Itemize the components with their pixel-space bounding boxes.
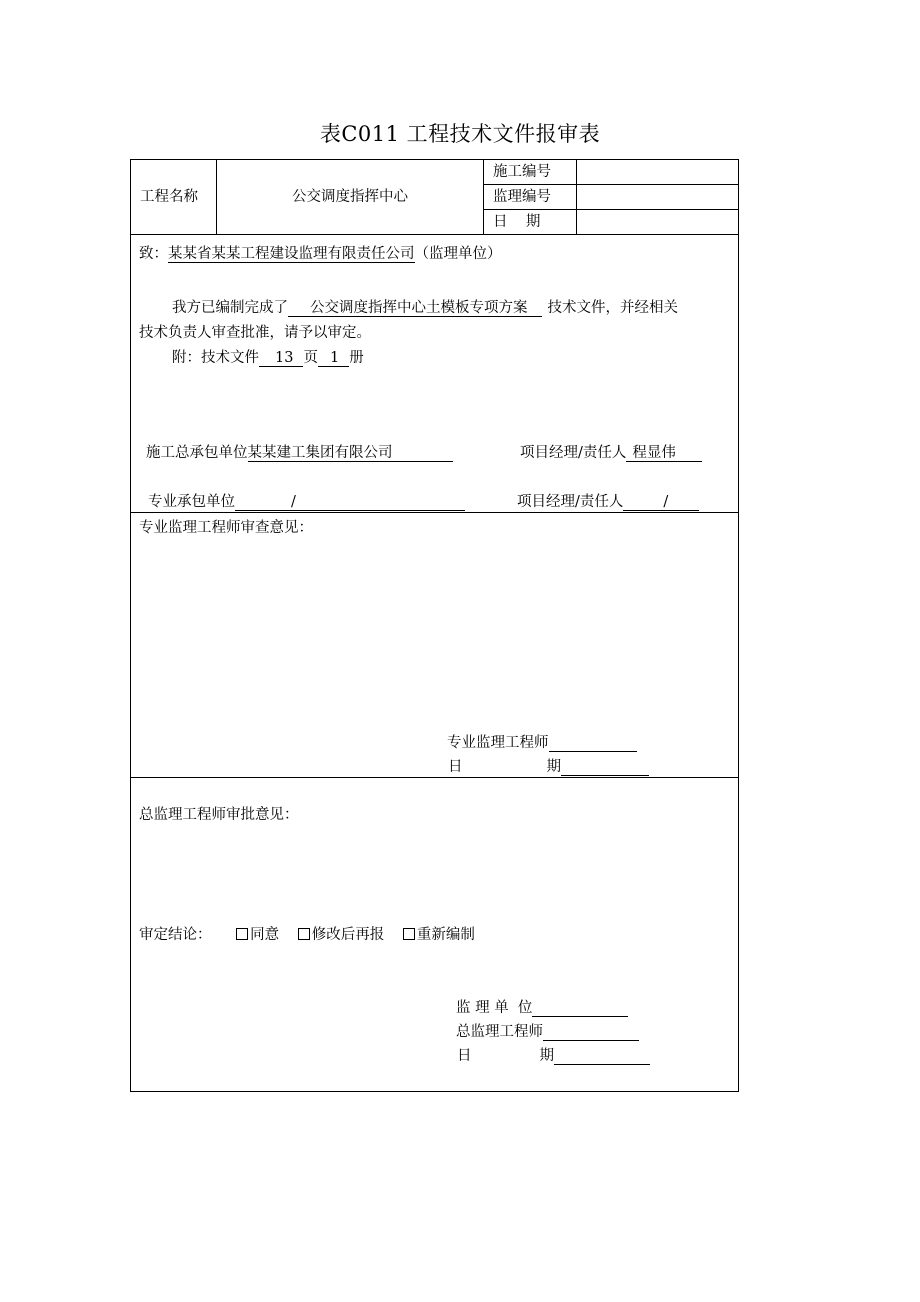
general-contractor-line: [146, 444, 453, 462]
attachment-line: [172, 349, 364, 367]
engineer-date-field[interactable]: [561, 759, 649, 776]
statement-suffix: 技术文件，并经相关: [547, 300, 678, 316]
option-agree[interactable]: [236, 927, 279, 943]
divider-v2: [483, 159, 484, 234]
conclusion-line: [139, 926, 475, 944]
specialty-contractor-label: 专业承包单位: [148, 494, 235, 510]
engineer-date-label-b: 期: [546, 759, 561, 775]
attachment-prefix: 附：技术文件: [172, 350, 259, 366]
option-agree-label: 同意: [250, 927, 280, 943]
chief-signer-label: 总监理工程师: [456, 1024, 543, 1040]
divider-section-2: [130, 777, 739, 778]
engineer-date-line: [448, 758, 649, 776]
pm-label-2: 项目经理/责任人: [517, 494, 624, 510]
statement-line-2: 技术负责人审查批准，请予以审定。: [139, 325, 371, 341]
option-recompile[interactable]: [403, 927, 475, 943]
attachment-pages-unit: 页: [303, 350, 318, 366]
project-name-label: 工程名称: [140, 189, 198, 205]
date-label: 日 期: [493, 214, 541, 230]
pm-name-1: 程显伟: [626, 445, 702, 462]
chief-signer-line: [456, 1023, 639, 1041]
border-left: [130, 159, 131, 1092]
pm-label-1: 项目经理/责任人: [520, 445, 627, 461]
pm-line-1: [520, 444, 702, 462]
chief-review-label: 总监理工程师审批意见：: [139, 807, 299, 823]
divider-v3: [576, 159, 577, 234]
chief-date-label-b: 期: [539, 1048, 554, 1064]
date-value: [578, 213, 736, 231]
checkbox-icon: [236, 928, 248, 940]
review-form: [130, 159, 739, 1092]
addressee-line: [139, 245, 502, 263]
divider-header-bottom: [130, 234, 739, 235]
border-right: [738, 159, 739, 1092]
engineer-signer-label: 专业监理工程师: [447, 735, 549, 751]
conclusion-label: 审定结论：: [139, 927, 212, 943]
statement-line-1: [172, 299, 678, 317]
supervision-unit-line: [456, 999, 628, 1017]
attachment-volumes-unit: 册: [349, 350, 364, 366]
general-contractor-value: 某某建工集团有限公司: [248, 445, 453, 462]
pm-line-2: [517, 493, 699, 511]
chief-signature-field[interactable]: [543, 1024, 639, 1041]
addressee-suffix: （监理单位）: [414, 246, 502, 262]
construction-no-label: 施工编号: [493, 164, 551, 180]
supervision-no-value: [578, 188, 736, 206]
statement-prefix: 我方已编制完成了: [172, 300, 288, 316]
border-bottom: [130, 1091, 739, 1092]
pm-name-2: /: [623, 494, 699, 511]
addressee-company: 某某省某某工程建设监理有限责任公司: [168, 246, 415, 262]
chief-date-line: [457, 1047, 650, 1065]
specialty-contractor-line: [148, 493, 465, 511]
engineer-signer-line: [447, 734, 637, 752]
specialty-contractor-value: /: [235, 494, 465, 511]
option-revise[interactable]: [298, 927, 385, 943]
document-name: 公交调度指挥中心土模板专项方案: [288, 300, 542, 317]
divider-h-header1: [483, 184, 739, 185]
addressee-prefix: 致：: [139, 246, 168, 262]
attachment-pages: 13: [259, 350, 303, 367]
option-recompile-label: 重新编制: [416, 927, 475, 943]
supervision-unit-field[interactable]: [532, 1000, 628, 1017]
supervision-unit-label: 监 理 单 位: [456, 1000, 533, 1016]
engineer-signature-field[interactable]: [549, 735, 637, 752]
checkbox-icon: [403, 928, 415, 940]
engineer-date-label-a: 日: [448, 759, 463, 775]
chief-date-label-a: 日: [457, 1048, 472, 1064]
chief-date-field[interactable]: [554, 1048, 650, 1065]
divider-h-header2: [483, 209, 739, 210]
construction-no-value: [578, 163, 736, 181]
general-contractor-label: 施工总承包单位: [146, 445, 248, 461]
border-top: [130, 159, 739, 160]
option-revise-label: 修改后再报: [311, 927, 385, 943]
supervision-no-label: 监理编号: [493, 189, 551, 205]
engineer-review-label: 专业监理工程师审查意见：: [139, 520, 313, 536]
divider-section-1: [130, 512, 739, 513]
form-title: 表C011 工程技术文件报审表: [319, 122, 601, 146]
checkbox-icon: [298, 928, 310, 940]
project-name-value: 公交调度指挥中心: [292, 189, 408, 205]
attachment-volumes: 1: [318, 350, 349, 367]
